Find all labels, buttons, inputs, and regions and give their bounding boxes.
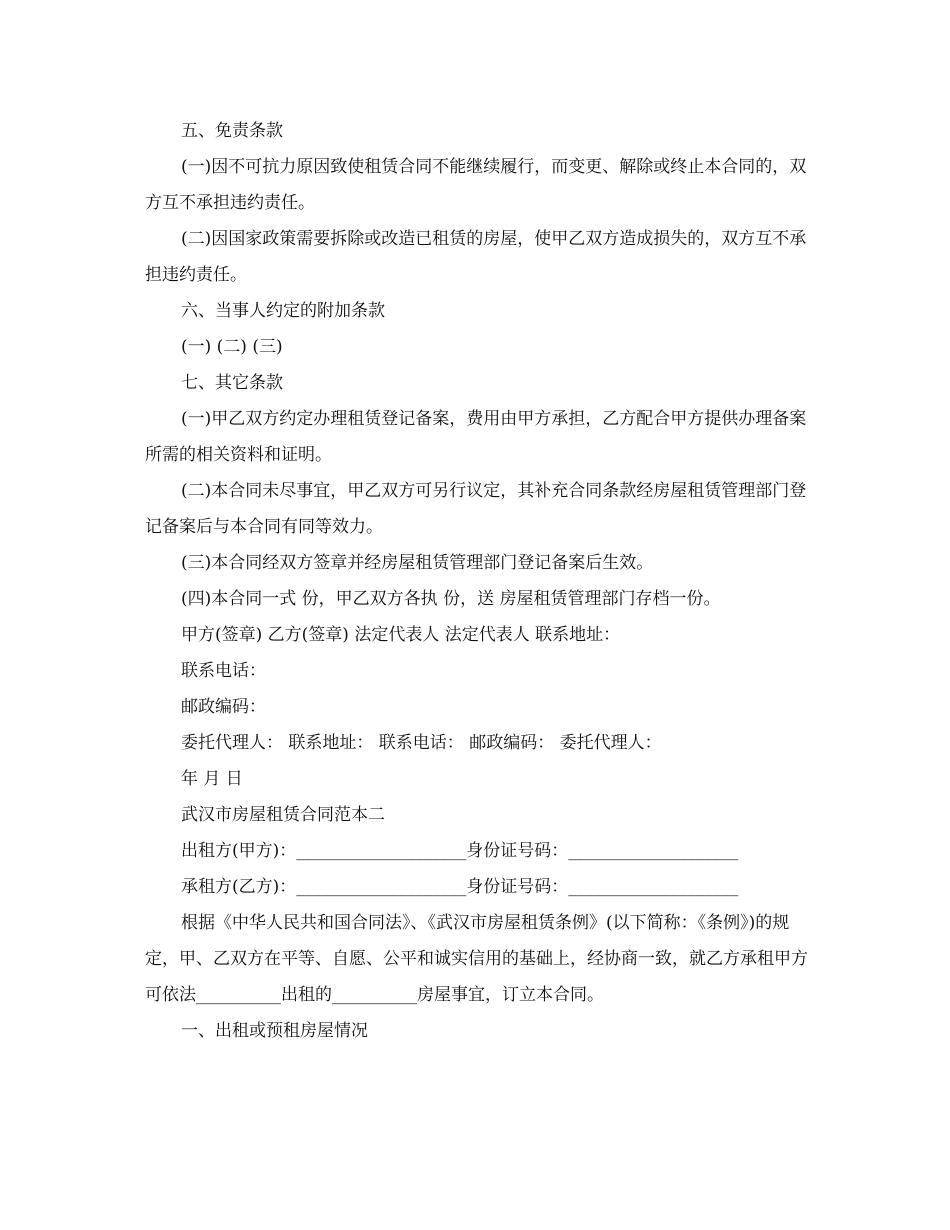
clause-paragraph: (四)本合同一式 份，甲乙双方各执 份，送 房屋租赁管理部门存档一份。	[181, 589, 721, 609]
agent-line: 委托代理人： 联系地址： 联系电话： 邮政编码： 委托代理人：	[181, 733, 662, 753]
signature-line: 甲方(签章) 乙方(签章) 法定代表人 法定代表人 联系地址：	[181, 625, 621, 645]
document-body	[145, 113, 810, 1049]
date-line: 年 月 日	[181, 769, 243, 789]
section-heading-5: 五、免责条款	[181, 121, 283, 141]
contact-phone-line: 联系电话：	[181, 661, 266, 681]
clause-paragraph: (一)甲乙双方约定办理租赁登记备案，费用由甲方承担，乙方配合甲方提供办理备案所需的相关资料和证明。	[145, 409, 807, 465]
clause-paragraph: (一) (二) (三)	[181, 337, 283, 357]
preamble-paragraph: 根据《中华人民共和国合同法》、《武汉市房屋租赁条例》(以下简称：《条例》)的规定，甲、乙双方在平等、自愿、公平和诚实信用的基础上，经协商一致，就乙方承租甲方可依法__________出租的__________房屋事宜，订立本合同。	[145, 913, 808, 1005]
clause-paragraph: (三)本合同经双方签章并经房屋租赁管理部门登记备案后生效。	[181, 553, 654, 573]
document-title-2: 武汉市房屋租赁合同范本二	[181, 805, 385, 825]
clause-paragraph: (二)本合同未尽事宜，甲乙双方可另行议定，其补充合同条款经房屋租赁管理部门登记备案后与本合同有同等效力。	[145, 481, 807, 537]
section-heading-7: 七、其它条款	[181, 373, 283, 393]
lessee-line: 承租方(乙方)：____________________身份证号码：____________________	[181, 877, 739, 897]
section-heading-1: 一、出租或预租房屋情况	[181, 1021, 368, 1041]
clause-paragraph: (二)因国家政策需要拆除或改造已租赁的房屋，使甲乙双方造成损失的，双方互不承担违约责任。	[145, 229, 807, 285]
clause-paragraph: (一)因不可抗力原因致使租赁合同不能继续履行，而变更、解除或终止本合同的，双方互不承担违约责任。	[145, 157, 807, 213]
section-heading-6: 六、当事人约定的附加条款	[181, 301, 385, 321]
postal-code-line: 邮政编码：	[181, 697, 266, 717]
lessor-line: 出租方(甲方)：____________________身份证号码：____________________	[181, 841, 739, 861]
